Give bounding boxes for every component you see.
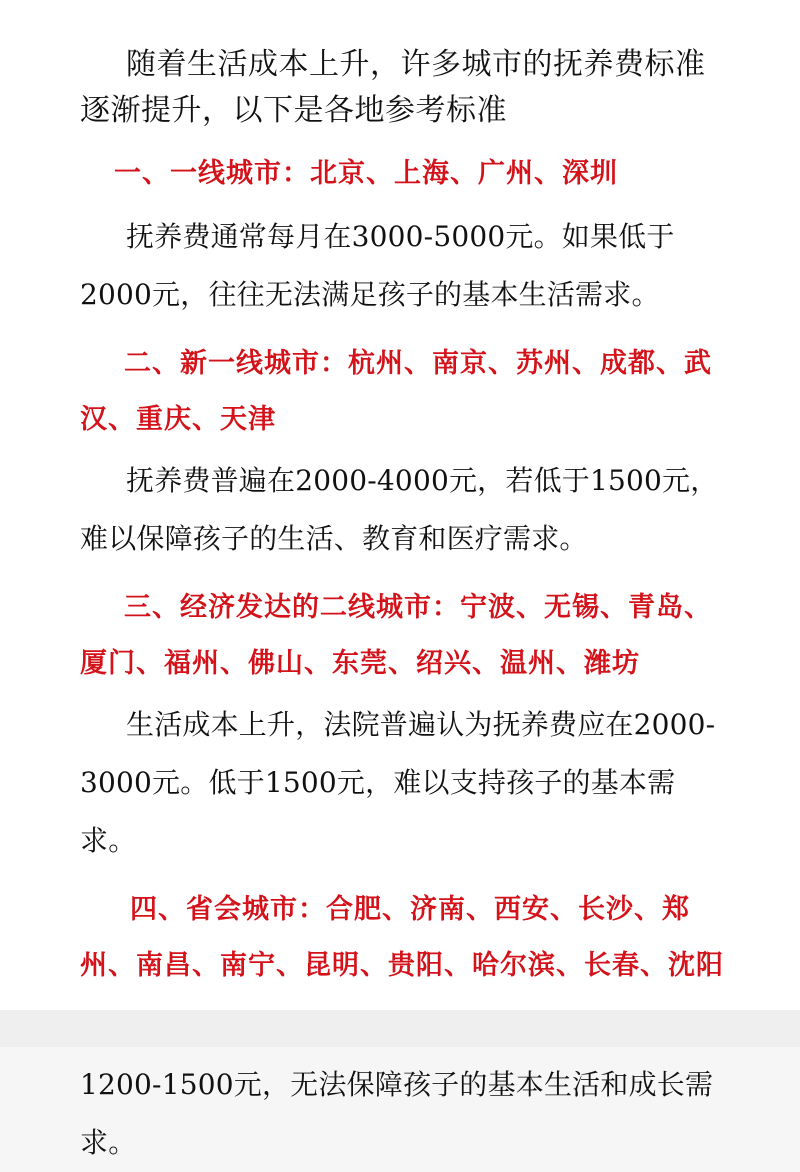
section-body-new-tier1: 抚养费普遍在2000-4000元，若低于1500元，难以保障孩子的生活、教育和医疗需求。 [80, 464, 719, 555]
page-bottom-margin [0, 1010, 800, 1047]
section-body-provincial-capitals: 1200-1500元，无法保障孩子的基本生活和成长需求。 [80, 1068, 714, 1159]
section-heading-provincial-capitals: 四、省会城市：合肥、济南、西安、长沙、郑州、南昌、南宁、昆明、贵阳、哈尔滨、长春、沈阳 [80, 894, 724, 981]
document-content [80, 42, 730, 1172]
section-body-tier2: 生活成本上升，法院普遍认为抚养费应在2000-3000元。低于1500元，难以支持孩子的基本需求。 [80, 708, 716, 857]
section-heading-tier2: 三、经济发达的二线城市：宁波、无锡、青岛、厦门、福州、佛山、东莞、绍兴、温州、潍坊 [80, 592, 712, 679]
section-heading-new-tier1: 二、新一线城市：杭州、南京、苏州、成都、武汉、重庆、天津 [80, 348, 712, 435]
intro-paragraph: 随着生活成本上升，许多城市的抚养费标准逐渐提升，以下是各地参考标准 [80, 47, 706, 128]
section-heading-tier1: 一、一线城市：北京、上海、广州、深圳 [114, 158, 618, 189]
section-body-tier1: 抚养费通常每月在3000-5000元。如果低于2000元，往往无法满足孩子的基本生活需求。 [80, 220, 675, 311]
